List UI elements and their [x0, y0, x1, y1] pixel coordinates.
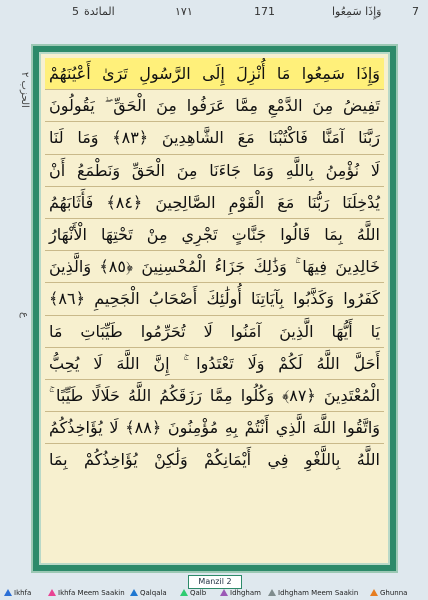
- triangle-icon: [268, 589, 276, 596]
- verse-lines: [45, 58, 384, 559]
- verse-line: اللَّهُ بِاللَّغْوِ فِي أَيْمَانِكُمْ وَلَٰكِنْ يُؤَاخِذُكُمْ بِمَا: [49, 450, 380, 470]
- legend-item: Qalqala: [130, 589, 167, 597]
- triangle-icon: [48, 589, 56, 596]
- verse-line: رَبَّنَا آمَنَّا فَاكْتُبْنَا مَعَ الشَّاهِدِينَ ﴿٨٣﴾ وَمَا لَنَا: [45, 122, 384, 154]
- legend-item: Qalb: [180, 589, 206, 597]
- triangle-icon: [130, 589, 138, 596]
- verse-line: كَفَرُوا وَكَذَّبُوا بِآيَاتِنَا أُولَٰئِكَ أَصْحَابُ الْجَحِيمِ ﴿٨٦﴾: [45, 283, 384, 315]
- verse-line: أَحَلَّ اللَّهُ لَكُمْ وَلَا تَعْتَدُوا ۚ إِنَّ اللَّهَ لَا يُحِبُّ: [45, 348, 384, 380]
- juz-number-left: 5: [72, 5, 79, 18]
- page-number: 171: [254, 5, 275, 18]
- triangle-icon: [180, 589, 188, 596]
- verse-line: وَاتَّقُوا اللَّهَ الَّذِي أَنْتُمْ بِهِ مُؤْمِنُونَ ﴿٨٨﴾ لَا يُؤَاخِذُكُمُ: [45, 412, 384, 444]
- verse-line: يُدْخِلَنَا رَبُّنَا مَعَ الْقَوْمِ الصَّالِحِينَ ﴿٨٤﴾ فَأَثَابَهُمُ: [45, 187, 384, 219]
- quran-page-frame: [33, 46, 396, 571]
- legend-item: Ikhfa: [4, 589, 31, 597]
- page-header: [0, 0, 428, 22]
- verse-line: اللَّهُ بِمَا قَالُوا جَنَّاتٍ تَجْرِي مِنْ تَحْتِهَا الْأَنْهَارُ: [45, 219, 384, 251]
- verse-line: خَالِدِينَ فِيهَا ۚ وَذَٰلِكَ جَزَاءُ الْمُحْسِنِينَ ﴿٨٥﴾ وَالَّذِينَ: [45, 251, 384, 283]
- legend-item: Ikhfa Meem Saakin: [48, 589, 125, 597]
- legend-item: Ghunna: [370, 589, 407, 597]
- tajweed-legend: [0, 588, 428, 600]
- legend-item: Idhgham: [220, 589, 261, 597]
- triangle-icon: [370, 589, 378, 596]
- verse-line: يَا أَيُّهَا الَّذِينَ آمَنُوا لَا تُحَرِّمُوا طَيِّبَاتِ مَا: [45, 316, 384, 348]
- verse-line: تَفِيضُ مِنَ الدَّمْعِ مِمَّا عَرَفُوا مِنَ الْحَقِّ ۖ يَقُولُونَ: [45, 90, 384, 122]
- triangle-icon: [220, 589, 228, 596]
- verse-line: الْمُعْتَدِينَ ﴿٨٧﴾ وَكُلُوا مِمَّا رَزَقَكُمُ اللَّهُ حَلَالًا طَيِّبًا ۚ: [45, 380, 384, 412]
- verse-line: لَا نُؤْمِنُ بِاللَّهِ وَمَا جَاءَنَا مِنَ الْحَقِّ وَنَطْمَعُ أَنْ: [45, 155, 384, 187]
- juz-number-right: 7: [412, 5, 419, 18]
- surah-name: المائدة: [84, 5, 115, 18]
- triangle-icon: [4, 589, 12, 596]
- page-number-arabic: ١٧١: [175, 5, 193, 18]
- hizb-marker: الحزب ٢: [19, 72, 30, 108]
- ruku-marker: ع: [19, 312, 30, 318]
- juz-name: وَإِذَا سَمِعُوا: [332, 5, 382, 18]
- verse-line: وَإِذَا سَمِعُوا مَا أُنْزِلَ إِلَى الرَّسُولِ تَرَىٰ أَعْيُنَهُمْ: [45, 58, 384, 90]
- legend-item: Idhgham Meem Saakin: [268, 589, 358, 597]
- manzil-label: Manzil 2: [188, 575, 242, 589]
